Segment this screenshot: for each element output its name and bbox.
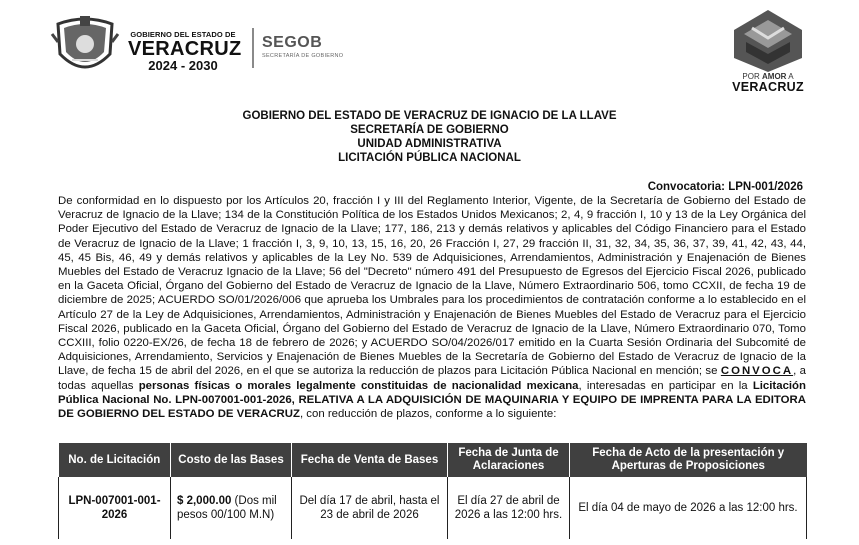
slogan: [722, 72, 814, 93]
body-paragraph: [58, 194, 806, 421]
body-text-2: , a todas aquellas: [58, 365, 807, 392]
cell-venta: Del día 17 de abril, hasta el 23 de abril de 2026: [292, 477, 448, 539]
body-text-3: personas físicas o morales legalmente constituidas de nacionalidad mexicana: [138, 379, 579, 392]
cell-licitacion: LPN-007001-001-2026: [59, 477, 171, 539]
cell-acto: El día 04 de mayo de 2026 a las 12:00 hrs.: [570, 477, 807, 539]
segob-subtitle: SECRETARÍA DE GOBIERNO: [262, 53, 344, 59]
bidding-table: [58, 443, 807, 539]
cell-costo: [171, 477, 292, 539]
gov-name: VERACRUZ: [128, 38, 242, 60]
slogan-name: VERACRUZ: [732, 80, 804, 94]
header-venta: Fecha de Venta de Bases: [292, 443, 448, 477]
heading-line-1: GOBIERNO DEL ESTADO DE VERACRUZ DE IGNACIO DE LA LLAVE: [242, 110, 617, 122]
slogan-suffix: A: [788, 72, 794, 81]
cell-junta: El día 27 de abril de 2026 a las 12:00 hrs.: [448, 477, 570, 539]
header-junta: Fecha de Junta de Aclaraciones: [448, 443, 570, 477]
cost-words: (Dos mil pesos 00/100 M.N): [177, 495, 277, 521]
heading-line-2: SECRETARÍA DE GOBIERNO: [350, 124, 509, 136]
convoca-word: CONVOCA: [720, 365, 794, 378]
convocatoria-number: Convocatoria: LPN-001/2026: [647, 181, 803, 193]
body-text-4: , interesadas en participar en la: [578, 379, 753, 392]
table-row: [59, 477, 807, 539]
por-amor-veracruz-logo-icon: [732, 8, 804, 72]
table-header-row: [59, 443, 807, 477]
logo-divider: [252, 28, 254, 68]
gov-logo-text: [128, 30, 242, 73]
veracruz-coat-of-arms-icon: [50, 14, 120, 80]
body-text-6: , con reducción de plazos, conforme a lo siguiente:: [299, 408, 557, 421]
document-heading: [0, 109, 859, 165]
heading-line-4: LICITACIÓN PÚBLICA NACIONAL: [338, 152, 521, 164]
header-costo: Costo de las Bases: [171, 443, 292, 477]
header-licitacion: No. de Licitación: [59, 443, 171, 477]
segob-logo: [262, 34, 343, 59]
cost-amount: $ 2,000.00: [177, 495, 232, 507]
segob-title: SEGOB: [262, 34, 323, 51]
gov-years: 2024 - 2030: [148, 58, 218, 73]
slogan-prefix: POR: [742, 72, 760, 81]
gov-small-text: GOBIERNO DEL ESTADO DE: [130, 30, 236, 39]
body-text-5: Licitación Pública Nacional No. LPN-007001-001-2026, RELATIVA A LA ADQUISICIÓN DE MAQUINARIA Y EQUIPO DE IMPRENTA PARA LA EDITORA DE GOBIERNO DEL ESTADO DE VERACRUZ: [58, 379, 806, 421]
slogan-bold: AMOR: [762, 72, 787, 81]
body-text-1: De conformidad en lo dispuesto por los Artículos 20, fracción I y III del Reglamento Interior, Vigente, de la Secretaría de Gobierno del Estado de Veracruz de Ignacio de la Llave; 134 de la Constitución Política de los Estados Unidos Mexicanos; 2, 4, 9 fracción I, 10 y 13 de la Ley Orgánica del Poder Ejecutivo del Estado de Veracruz de Ignacio de la Llave; 177, 186, 213 y demás relativos y aplicables del Código Financiero para el Estado de Veracruz de Ignacio de la Llave; 1 fracción I, 3, 9, 10, 13, 15, 16, 20, 26 Fracción I, 27, 29 fracción II, 31, 32, 34, 35, 36, 37, 39, 41, 42, 43, 44, 45, 45 Bis, 46, 49 y demás relativos y aplicables de la Ley No. 539 de Adquisiciones, Arrendamientos, Administración y Enajenación de Bienes Muebles del Estado de Veracruz Ignacio de la Llave; 56 del "Decreto" número 491 del Presupuesto de Egresos del Ejercicio Fiscal 2026, publicado en la Gaceta Oficial, Órgano del Gobierno del Estado de Veracruz de Ignacio de la Llave, Número Extraordinario 506, tomo CCXII, de fecha 19 de diciembre de 2025; ACUERDO SO/01/2026/006 que aprueba los Umbrales para los procedimientos de contratación conforme a lo establecido en el Artículo 27 de la Ley de Adquisiciones, Arrendamientos, Administración y Enajenación de Bienes Muebles del Estado de Veracruz para el Ejercicio Fiscal 2026, publicado en la Gaceta Oficial, Órgano del Gobierno del Estado de Veracruz de Ignacio de la Llave, Número Extraordinario 070, Tomo CCXIII, folio 0220-EX/26, de fecha 18 de febrero de 2026; y ACUERDO SO/04/2026/017 emitido en la Cuarta Sesión Ordinaria del Subcomité de Adquisiciones, Arrendamiento, Servicios y Enajenación de Bienes Muebles de la Secretaría de Gobierno del Estado de Veracruz de Ignacio de la Llave, de fecha 15 de abril del 2026, en el que se autoriza la reducción de plazos para Licitación Pública Nacional en mención; se: [58, 195, 806, 378]
heading-line-3: UNIDAD ADMINISTRATIVA: [357, 138, 502, 150]
header-acto: Fecha de Acto de la presentación y Aperturas de Proposiciones: [570, 443, 807, 477]
